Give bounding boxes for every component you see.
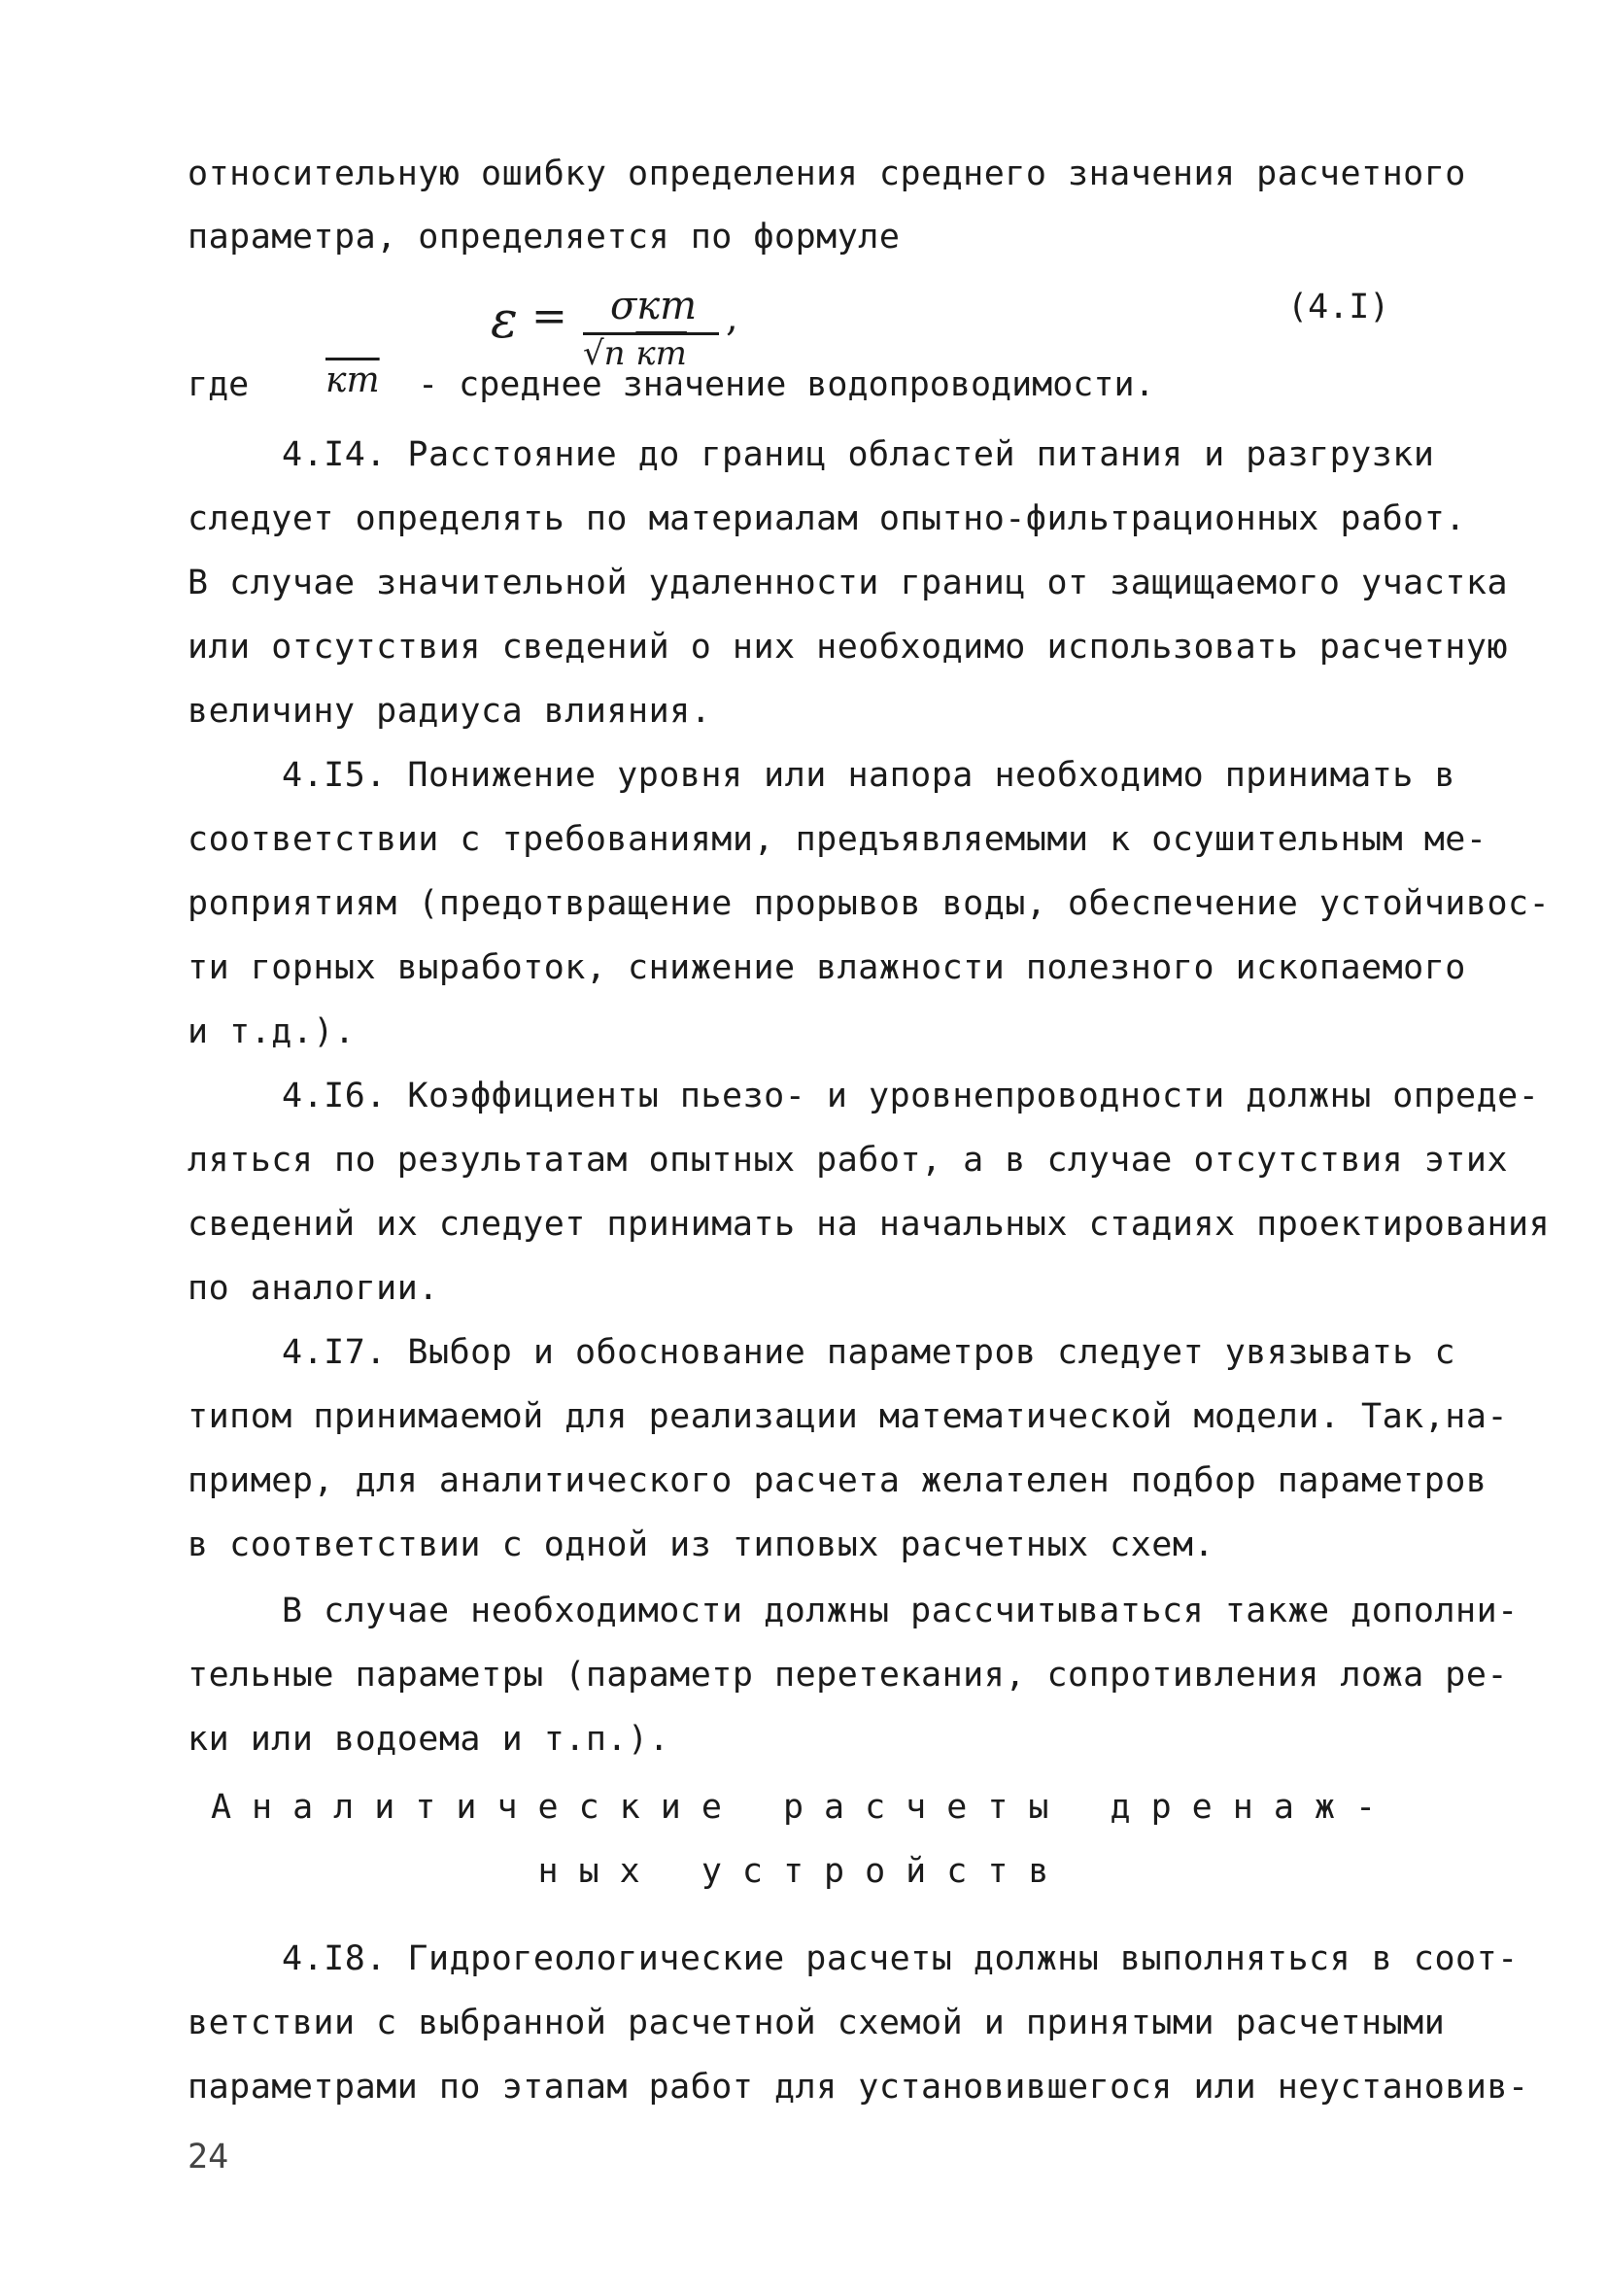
text-line: параметрами по этапам работ для установившегося или неустановив-: [188, 2068, 1529, 2107]
text-line: в соответствии с одной из типовых расчетных схем.: [188, 1525, 1215, 1564]
formula-comma: ,: [726, 295, 738, 340]
text-line: и т.д.).: [188, 1012, 356, 1051]
where-text: - среднее значение водопроводимости.: [418, 365, 1155, 404]
text-line: 4.I5. Понижение уровня или напора необходимо принимать в: [282, 756, 1456, 795]
section-heading: ных устройств: [537, 1852, 1070, 1891]
text-line: ти горных выработок, снижение влажности полезного ископаемого: [188, 948, 1466, 987]
text-line: параметра, определяется по формуле: [188, 218, 901, 257]
text-line: соответствии с требованиями, предъявляемыми к осушительным ме-: [188, 820, 1487, 859]
text-line: относительную ошибку определения среднего значения расчетного: [188, 154, 1466, 193]
text-line: 4.I6. Коэффициенты пьезо- и уровнепроводности должны опреде-: [282, 1077, 1540, 1115]
text-line: 4.I4. Расстояние до границ областей питания и разгрузки: [282, 435, 1435, 474]
text-line: В случае значительной удаленности границ от защищаемого участка: [188, 564, 1509, 602]
text-line: 4.I8. Гидрогеологические расчеты должны выполняться в соот-: [282, 1939, 1519, 1978]
text-line: ки или водоема и т.п.).: [188, 1720, 670, 1759]
text-line: В случае необходимости должны рассчитываться также дополни-: [282, 1592, 1519, 1630]
section-heading: Аналитические расчеты дренаж-: [210, 1788, 1397, 1827]
formula-numerator: σкт: [609, 284, 698, 328]
page-number: 24: [188, 2138, 229, 2176]
formula-4-1: [491, 284, 743, 371]
text-line: величину радиуса влияния.: [188, 692, 712, 731]
formula-root: √n: [583, 334, 626, 373]
text-line: тельные параметры (параметр перетекания, сопротивления ложа ре-: [188, 1656, 1509, 1695]
text-line: типом принимаемой для реализации математической модели. Так,на-: [188, 1397, 1509, 1436]
text-line: роприятиям (предотвращение прорывов воды, обеспечение устойчивос-: [188, 884, 1551, 923]
formula-number: (4.I): [1287, 288, 1390, 326]
formula-equals: =: [531, 291, 567, 341]
text-line: ветствии с выбранной расчетной схемой и принятыми расчетными: [188, 2004, 1446, 2042]
where-symbol: кт: [325, 360, 380, 400]
text-line: ляться по результатам опытных работ, а в случае отсутствия этих: [188, 1141, 1509, 1180]
text-line: пример, для аналитического расчета желателен подбор параметров: [188, 1461, 1487, 1500]
formula-mean: кт: [635, 334, 687, 373]
text-line: по аналогии.: [188, 1269, 439, 1308]
text-line: или отсутствия сведений о них необходимо использовать расчетную: [188, 628, 1509, 667]
formula-lhs: ε: [491, 291, 518, 350]
text-line: 4.I7. Выбор и обоснование параметров следует увязывать с: [282, 1333, 1456, 1372]
text-line: сведений их следует принимать на начальных стадиях проектирования: [188, 1205, 1551, 1244]
where-label: где: [188, 365, 250, 404]
text-line: следует определять по материалам опытно-фильтрационных работ.: [188, 499, 1466, 538]
